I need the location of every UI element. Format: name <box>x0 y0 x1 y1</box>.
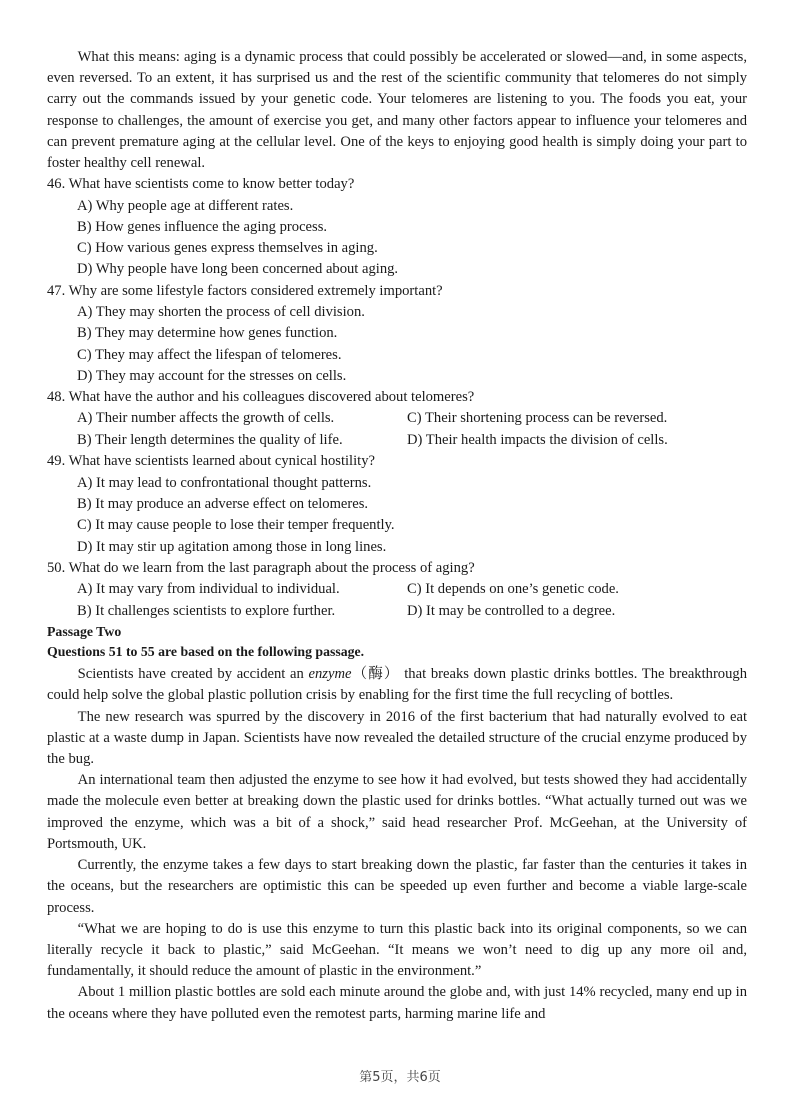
paragraph-text: that breaks down plastic drinks bottles. The breakthrough could help solve the global plastic pollution crisis by enabling for the first time the full recycling of bottles. <box>47 666 747 704</box>
question-stem: 49. What have scientists learned about cynical hostility? <box>47 453 375 470</box>
option-c[interactable]: C) How various genes express themselves in aging. <box>77 240 378 257</box>
option-b[interactable]: B) It challenges scientists to explore further. <box>77 602 336 619</box>
option-d[interactable]: D) It may be controlled to a degree. <box>407 602 616 619</box>
option-c[interactable]: C) They may affect the lifespan of telomeres. <box>77 346 342 363</box>
exam-page <box>47 47 747 1025</box>
passage-paragraph: The new research was spurred by the discovery in 2016 of the first bacterium that had naturally evolved to eat plastic at a waste dump in Japan. Scientists have now revealed the detailed structure of the crucial enzyme produced by the bug. <box>47 708 747 768</box>
option-row <box>77 579 747 601</box>
option-a[interactable]: A) They may shorten the process of cell division. <box>77 304 365 320</box>
option-b[interactable]: B) Their length determines the quality of life. <box>77 431 343 448</box>
passage-title: Passage Two <box>47 624 122 640</box>
option-d[interactable]: D) It may stir up agitation among those in long lines. <box>77 538 387 555</box>
option-b[interactable]: B) How genes influence the aging process. <box>77 218 328 235</box>
option-b[interactable]: B) They may determine how genes function. <box>77 325 338 342</box>
passage-paragraph: “What we are hoping to do is use this enzyme to turn this plastic back into its original components, so we can literally recycle it back to plastic,” said McGeehan. “It means we won’t need to dig up any more oil and, fundamentally, it should reduce the amount of plastic in the environment.” <box>47 920 747 980</box>
question-48 <box>47 387 747 451</box>
question-50 <box>47 558 747 622</box>
question-stem: 47. Why are some lifestyle factors considered extremely important? <box>47 282 443 299</box>
question-stem: 46. What have scientists come to know better today? <box>47 176 355 193</box>
option-a[interactable]: A) Their number affects the growth of cells. <box>77 410 335 427</box>
option-a[interactable]: A) It may vary from individual to individual. <box>77 581 340 598</box>
option-c[interactable]: C) Their shortening process can be reversed. <box>407 410 668 427</box>
passage-paragraph: About 1 million plastic bottles are sold each minute around the globe and, with just 14% recycled, many end up in the oceans where they have polluted even the remotest parts, harming marine life and <box>47 984 747 1022</box>
passage-instruction: Questions 51 to 55 are based on the following passage. <box>47 644 365 660</box>
question-49 <box>47 451 747 557</box>
option-row <box>77 601 747 623</box>
intro-paragraph: What this means: aging is a dynamic process that could possibly be accelerated or slowed—and, in some aspects, even reversed. To an extent, it has surprised us and the rest of the scientific community that telomeres do not simply carry out the commands issued by your genetic code. Your telomeres are listening to you. The foods you eat, your response to challenges, the amount of exercise you get, and many other factors appear to influence your telomeres and can prevent premature aging at the cellular level. One of the keys to enjoying good health is simply doing your part to foster healthy cell renewal. <box>47 49 747 172</box>
option-c[interactable]: C) It may cause people to lose their temper frequently. <box>77 517 395 534</box>
option-c[interactable]: C) It depends on one’s genetic code. <box>407 581 619 598</box>
passage-paragraph: An international team then adjusted the enzyme to see how it had evolved, but tests showed they had accidentally made the molecule even better at breaking down the plastic used for drinks bottles. “What actually turned out was we improved the enzyme, which was a bit of a shock,” said head researcher Prof. McGeehan, at the University of Portsmouth, UK. <box>47 772 747 852</box>
option-a[interactable]: A) It may lead to confrontational thought patterns. <box>77 474 372 491</box>
option-d[interactable]: D) They may account for the stresses on cells. <box>77 367 347 384</box>
option-row <box>77 408 747 430</box>
page-footer: 第5页，共6页 <box>359 1070 441 1085</box>
question-46 <box>47 174 747 280</box>
enzyme-gloss: （酶） <box>351 666 400 683</box>
option-d[interactable]: D) Why people have long been concerned about aging. <box>77 261 399 278</box>
question-47 <box>47 281 747 387</box>
question-stem: 50. What do we learn from the last paragraph about the process of aging? <box>47 559 475 576</box>
option-a[interactable]: A) Why people age at different rates. <box>77 197 294 214</box>
passage-paragraph: Currently, the enzyme takes a few days to start breaking down the plastic, far faster than the centuries it takes in the oceans, but the researchers are optimistic this can be speeded up even further and become a viable large-scale process. <box>47 857 747 916</box>
enzyme-term: enzyme <box>308 666 352 683</box>
option-row <box>77 430 747 452</box>
option-d[interactable]: D) Their health impacts the division of cells. <box>407 431 668 448</box>
option-b[interactable]: B) It may produce an adverse effect on telomeres. <box>77 496 369 513</box>
question-stem: 48. What have the author and his colleagues discovered about telomeres? <box>47 389 475 406</box>
paragraph-text: Scientists have created by accident an <box>77 666 309 683</box>
passage-paragraph <box>47 664 747 706</box>
